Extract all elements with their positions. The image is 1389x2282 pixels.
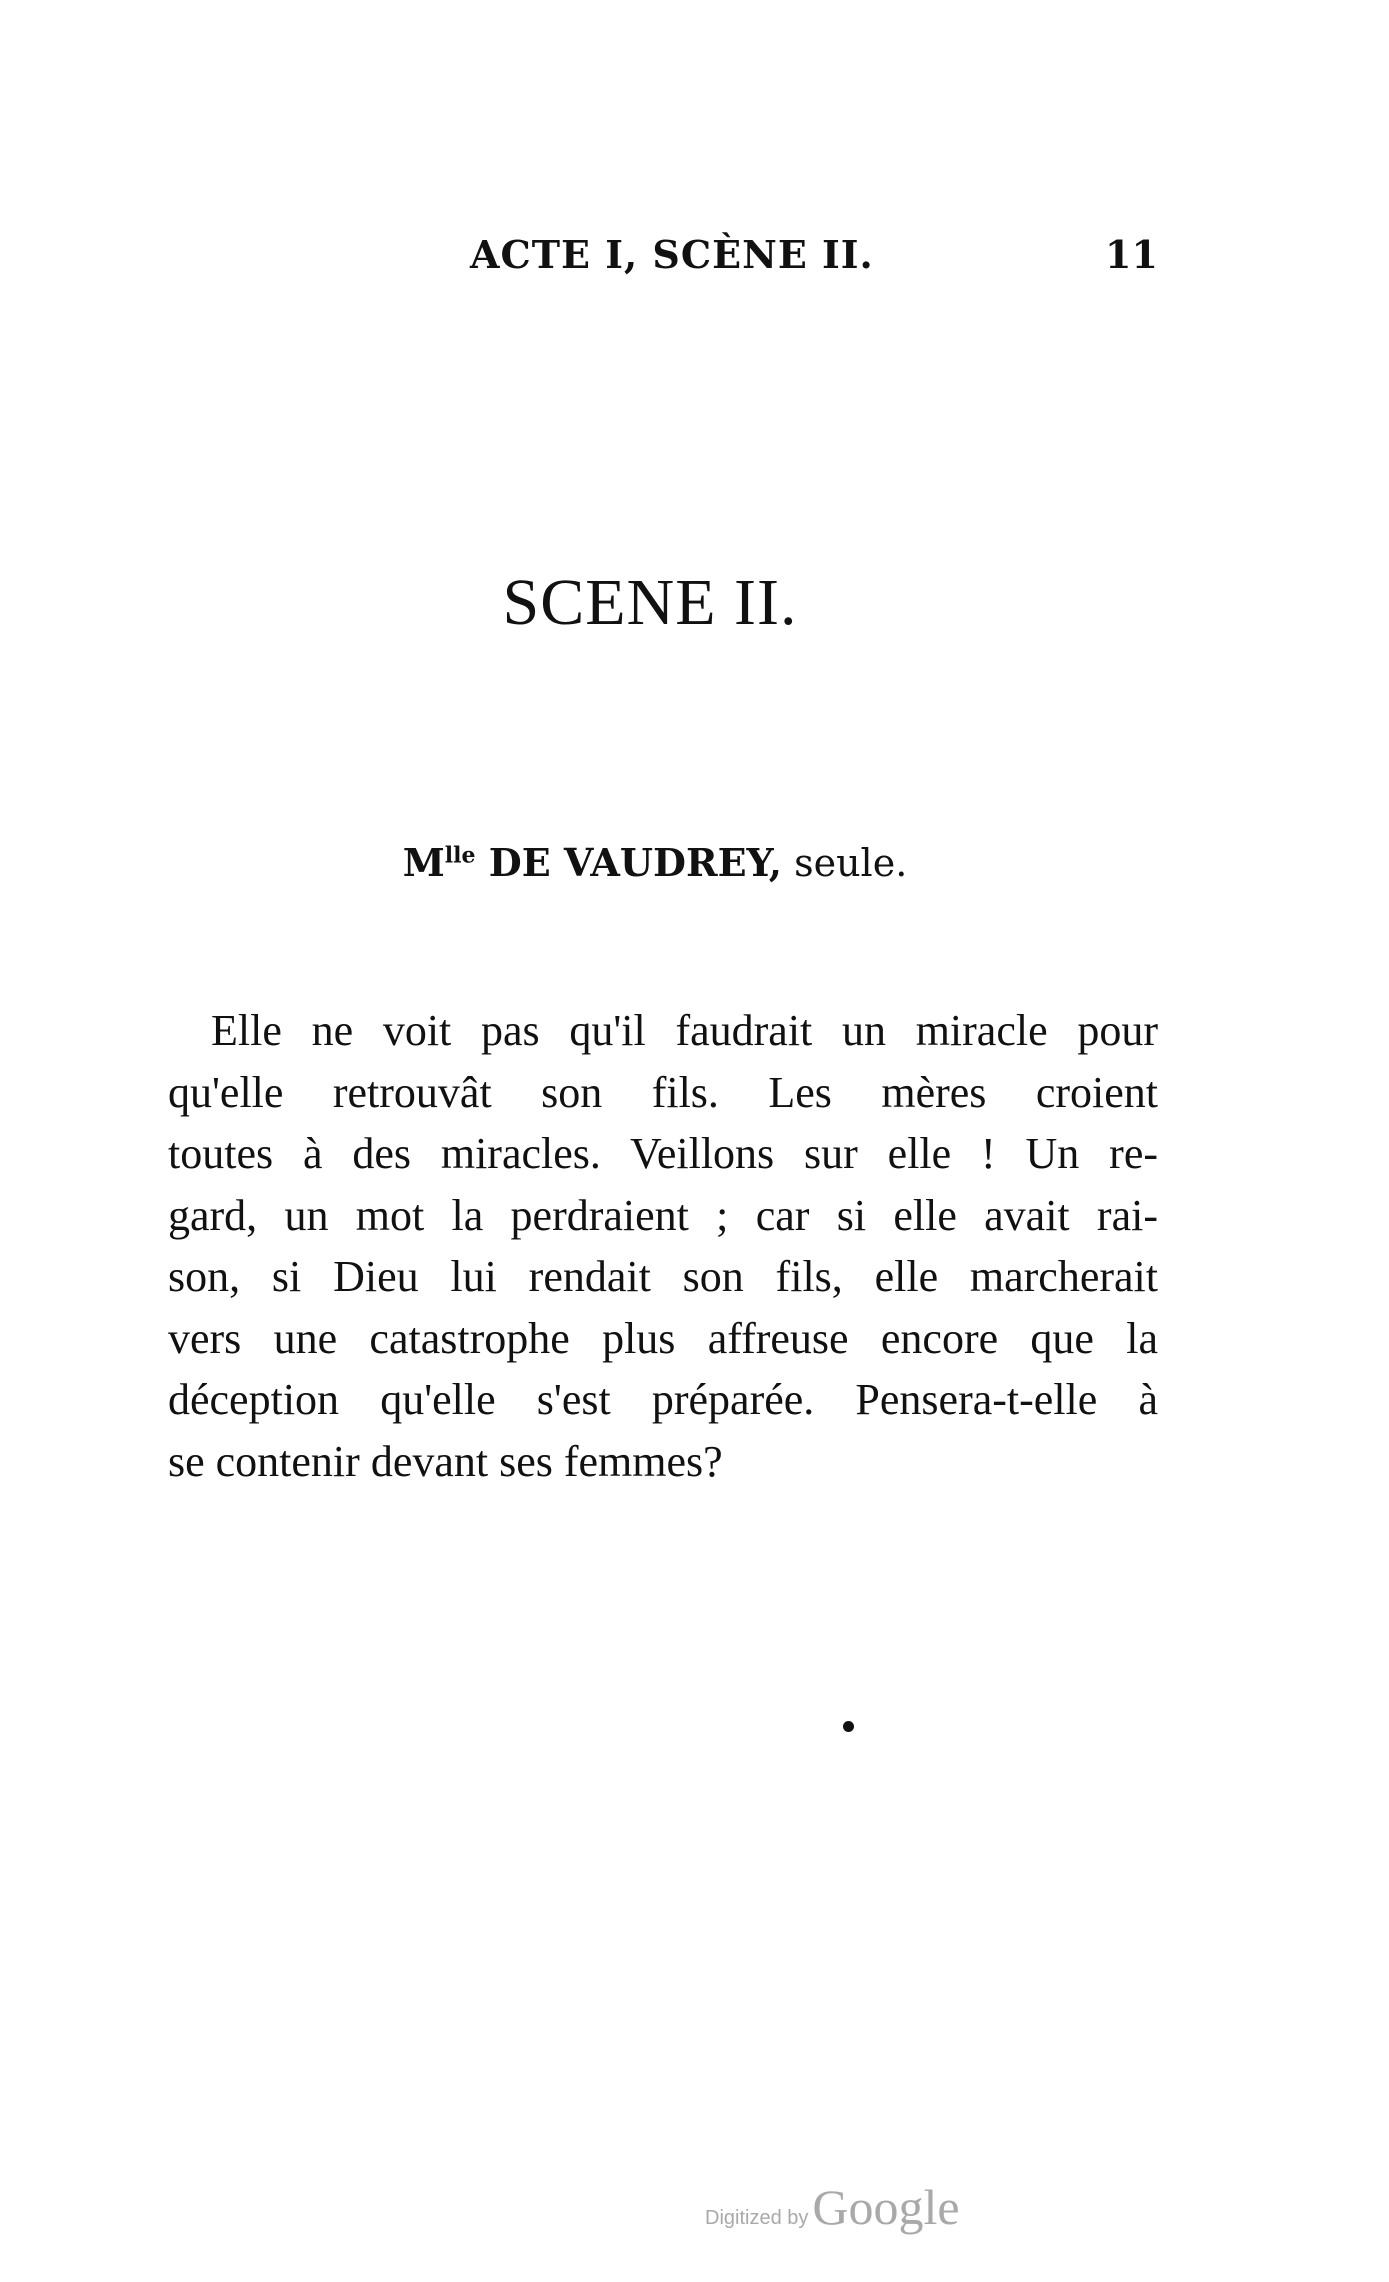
paragraph-line: se contenir devant ses femmes? — [168, 1436, 723, 1486]
watermark-prefix: Digitized by — [705, 2207, 809, 2229]
character-title: M — [402, 840, 445, 885]
paragraph-line: son, si Dieu lui rendait son fils, elle marcherait — [168, 1252, 1158, 1301]
paragraph-line: gard, un mot la perdraient ; car si elle avait rai- — [168, 1190, 1158, 1240]
scene-heading: SCENE II. — [502, 566, 798, 639]
page-number: 11 — [1105, 232, 1158, 277]
google-logo: Google — [812, 2179, 960, 2235]
paragraph-line: qu'elle retrouvât son fils. Les mères croient — [168, 1067, 1158, 1117]
running-head — [0, 232, 1389, 292]
paragraph-line: déception qu'elle s'est préparée. Pensera-t-elle à — [168, 1375, 1158, 1424]
paragraph-line: Elle ne voit pas qu'il faudrait un miracle pour — [211, 1006, 1158, 1055]
paragraph-line: vers une catastrophe plus affreuse encore que la — [168, 1313, 1158, 1363]
digitized-watermark — [705, 2178, 960, 2236]
character-name: DE VAUDREY, — [475, 840, 783, 885]
ink-speck — [843, 1721, 854, 1732]
paragraph-line: toutes à des miracles. Veillons sur elle ! Un re- — [168, 1129, 1158, 1178]
character-title-superscript: lle — [444, 842, 476, 869]
running-title: ACTE I, SCÈNE II. — [470, 232, 874, 277]
character-line — [0, 840, 1310, 885]
monologue-paragraph — [168, 1000, 1158, 1492]
character-description: seule. — [782, 841, 908, 885]
